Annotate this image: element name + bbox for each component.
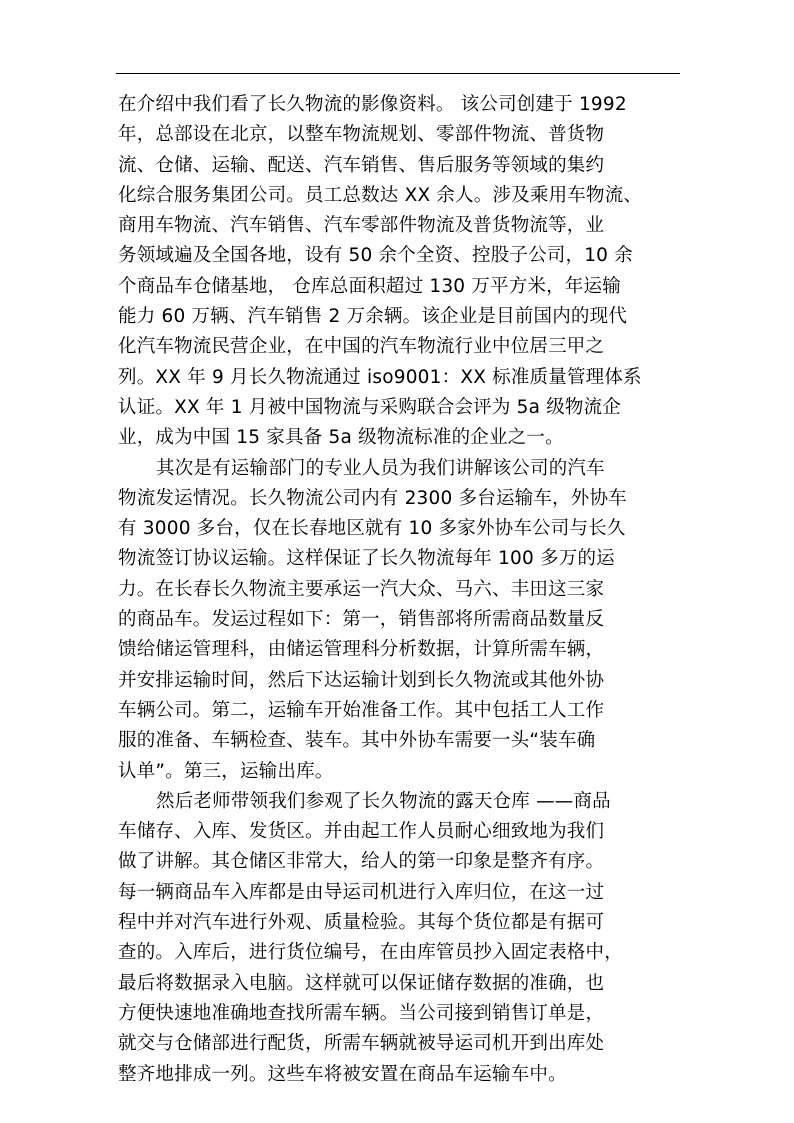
text-line: 程中并对汽车进行外观、质量检验。其每个货位都是有据可	[118, 912, 605, 934]
text-line: 整齐地排成一列。这些车将被安置在商品车运输车中。	[118, 1063, 567, 1085]
text-line: 有 3000 多台，仅在长春地区就有 10 多家外协车公司与长久	[118, 518, 626, 540]
text-line: 业，成为中国 15 家具备 5a 级物流标准的企业之一。	[118, 427, 564, 449]
text-line: 就交与仓储部进行配货，所需车辆就被导运司机开到出库处	[118, 1033, 605, 1055]
text-line: 馈给储运管理科，由储运管理科分析数据，计算所需车辆，	[118, 639, 605, 661]
text-line: 认单”。第三，运输出库。	[118, 760, 334, 782]
text-line: 年，总部设在北京，以整车物流规划、零部件物流、普货物	[118, 124, 605, 146]
text-line: 方便快速地准确地查找所需车辆。当公司接到销售订单是，	[118, 1002, 605, 1024]
text-line: 每一辆商品车入库都是由导运司机进行入库归位，在这一过	[118, 881, 605, 903]
text-line: 个商品车仓储基地， 仓库总面积超过 130 万平方米，年运输	[118, 275, 621, 297]
text-line: 认证。XX 年 1 月被中国物流与采购联合会评为 5a 级物流企	[118, 396, 622, 418]
header-rule	[116, 73, 680, 74]
text-line: 在介绍中我们看了长久物流的影像资料。 该公司创建于 1992	[118, 94, 627, 115]
text-line: 物流签订协议运输。这样保证了长久物流每年 100 多万的运	[118, 548, 615, 570]
text-line: 能力 60 万辆、汽车销售 2 万余辆。该企业是目前国内的现代	[118, 306, 628, 328]
paragraph-start-line: 然后老师带领我们参观了长久物流的露天仓库 ——商品	[156, 790, 611, 812]
paragraph-start-line: 其次是有运输部门的专业人员为我们讲解该公司的汽车	[156, 457, 605, 479]
text-line: 力。在长春长久物流主要承运一汽大众、马六、丰田这三家	[118, 578, 605, 600]
document-body	[118, 90, 688, 1090]
text-line: 化综合服务集团公司。员工总数达 XX 余人。涉及乘用车物流、	[118, 184, 643, 206]
text-line: 物流发运情况。长久物流公司内有 2300 多台运输车，外协车	[118, 487, 627, 509]
text-line: 列。XX 年 9 月长久物流通过 iso9001：XX 标准质量管理体系	[118, 366, 642, 388]
text-line: 最后将数据录入电脑。这样就可以保证储存数据的准确，也	[118, 972, 605, 994]
text-line: 做了讲解。其仓储区非常大，给人的第一印象是整齐有序。	[118, 851, 605, 873]
text-line: 务领域遍及全国各地，设有 50 余个全资、控股子公司，10 余	[118, 245, 633, 267]
text-line: 并安排运输时间，然后下达运输计划到长久物流或其他外协	[118, 669, 605, 691]
text-line: 化汽车物流民营企业，在中国的汽车物流行业中位居三甲之	[118, 336, 605, 358]
text-line: 车辆公司。第二，运输车开始准备工作。其中包括工人工作	[118, 699, 605, 721]
text-line: 查的。入库后，进行货位编号，在由库管员抄入固定表格中，	[118, 942, 623, 964]
text-line: 商用车物流、汽车销售、汽车零部件物流及普货物流等，业	[118, 215, 605, 237]
text-line: 流、仓储、运输、配送、汽车销售、售后服务等领域的集约	[118, 154, 605, 176]
text-line: 的商品车。发运过程如下：第一，销售部将所需商品数量反	[118, 609, 605, 631]
text-line: 车储存、入库、发货区。并由起工作人员耐心细致地为我们	[118, 821, 605, 843]
text-line: 服的准备、车辆检查、装车。其中外协车需要一头“装车确	[118, 730, 596, 752]
